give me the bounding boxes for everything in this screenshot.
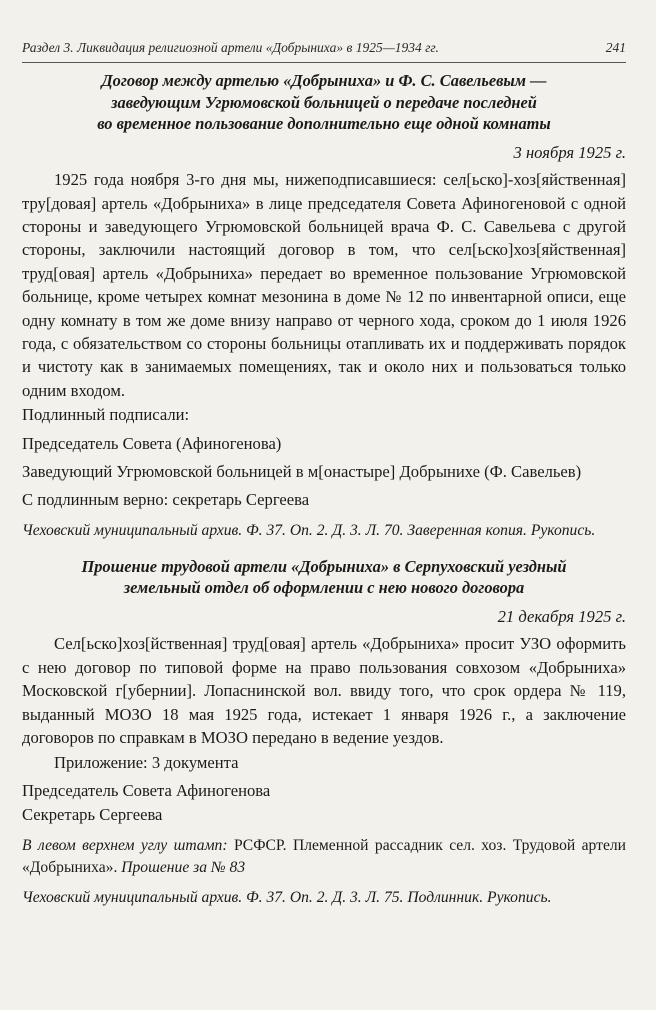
petition-attachment: Приложение: 3 документа xyxy=(54,752,239,772)
petition-title-line: земельный отдел об оформлении с нею нового договора xyxy=(123,578,525,598)
stamp-note xyxy=(22,835,626,879)
contract-archive-source: Чеховский муниципальный архив. Ф. 37. Оп. 2. Д. 3. Л. 70. Заверенная копия. Рукопись. xyxy=(22,521,596,539)
signed-label: Подлинный подписали: xyxy=(22,405,190,425)
petition-date: 21 декабря 1925 г. xyxy=(497,607,626,627)
contract-signer-chair: Председатель Совета (Афиногенова) xyxy=(22,433,282,453)
running-title: Раздел 3. Ликвидация религиозной артели «Добрыниха» в 1925—1934 гг. xyxy=(22,40,439,55)
stamp-suffix: Прошение за № 83 xyxy=(121,858,246,876)
document-contract xyxy=(22,70,626,542)
certified-copy-note: С подлинным верно: секретарь Сергеева xyxy=(22,490,310,510)
petition-signer-secretary: Секретарь Сергеева xyxy=(22,805,163,825)
stamp-text: РСФСР. Племенной рассадник сел. хоз. Трудовой артели «Добрыниха». xyxy=(22,836,626,876)
contract-date: 3 ноября 1925 г. xyxy=(513,142,626,162)
stamp-prefix: В левом верхнем углу штамп: xyxy=(22,836,228,854)
petition-title-line: Прошение трудовой артели «Добрыниха» в Серпуховский уездный xyxy=(81,556,567,576)
contract-title-line: Договор между артелью «Добрыниха» и Ф. С. Савельевым — xyxy=(101,71,547,90)
petition-title xyxy=(22,556,626,599)
page-number: 241 xyxy=(605,40,626,55)
contract-title-line: заведующим Угрюмовской больницей о передаче последней xyxy=(111,92,537,112)
petition-archive-source: Чеховский муниципальный архив. Ф. 37. Оп. 2. Д. 3. Л. 75. Подлинник. Рукопись. xyxy=(22,888,552,906)
document-petition xyxy=(22,556,626,909)
contract-title xyxy=(22,70,626,135)
contract-signer-doctor: Заведующий Угрюмовской больницей в м[онастыре] Добрынихе (Ф. Савельев) xyxy=(22,462,582,482)
contract-body: 1925 года ноября 3-го дня мы, нижеподписавшиеся: сел[ьско]-хоз[яйственная] тру[довая] артель «Добрыниха» в лице председателя Совета Афиногеновой с одной стороны и заведующего Угрюмовской больницей врача Ф. С. Савельева с другой стороны, заключили настоящий договор в том, что сел[ьско]хоз[яйственная] труд[овая] артель «Добрыниха» передает во временное пользование Угрюмовской больнице, кроме четырех комнат мезонина в доме № 12 по инвентарной описи, еще одну комнату в том же доме внизу направо от черного хода, сроком до 1 июля 1926 года, с обязательством со стороны больницы отапливать их и поддерживать порядок и чистоту как в занимаемых помещениях, так и около них и пользоваться только одним входом. xyxy=(22,170,626,400)
contract-title-line: во временное пользование дополнительно еще одной комнаты xyxy=(97,114,551,134)
petition-signer-chair: Председатель Совета Афиногенова xyxy=(22,780,271,800)
running-header xyxy=(22,40,626,56)
petition-body: Сел[ьско]хоз[йственная] труд[овая] артель «Добрыниха» просит УЗО оформить с нею договор по типовой форме на право пользования совхозом «Добрыниха» Московской г[убернии]. Лопаснинской вол. ввиду того, что срок ордера № 119, выданный МОЗО 18 мая 1925 года, истекает 1 января 1926 г., а заключение договоров по справкам в МОЗО передано в ведение уездов. xyxy=(22,634,626,748)
header-rule xyxy=(22,62,626,63)
page-content xyxy=(22,70,626,909)
